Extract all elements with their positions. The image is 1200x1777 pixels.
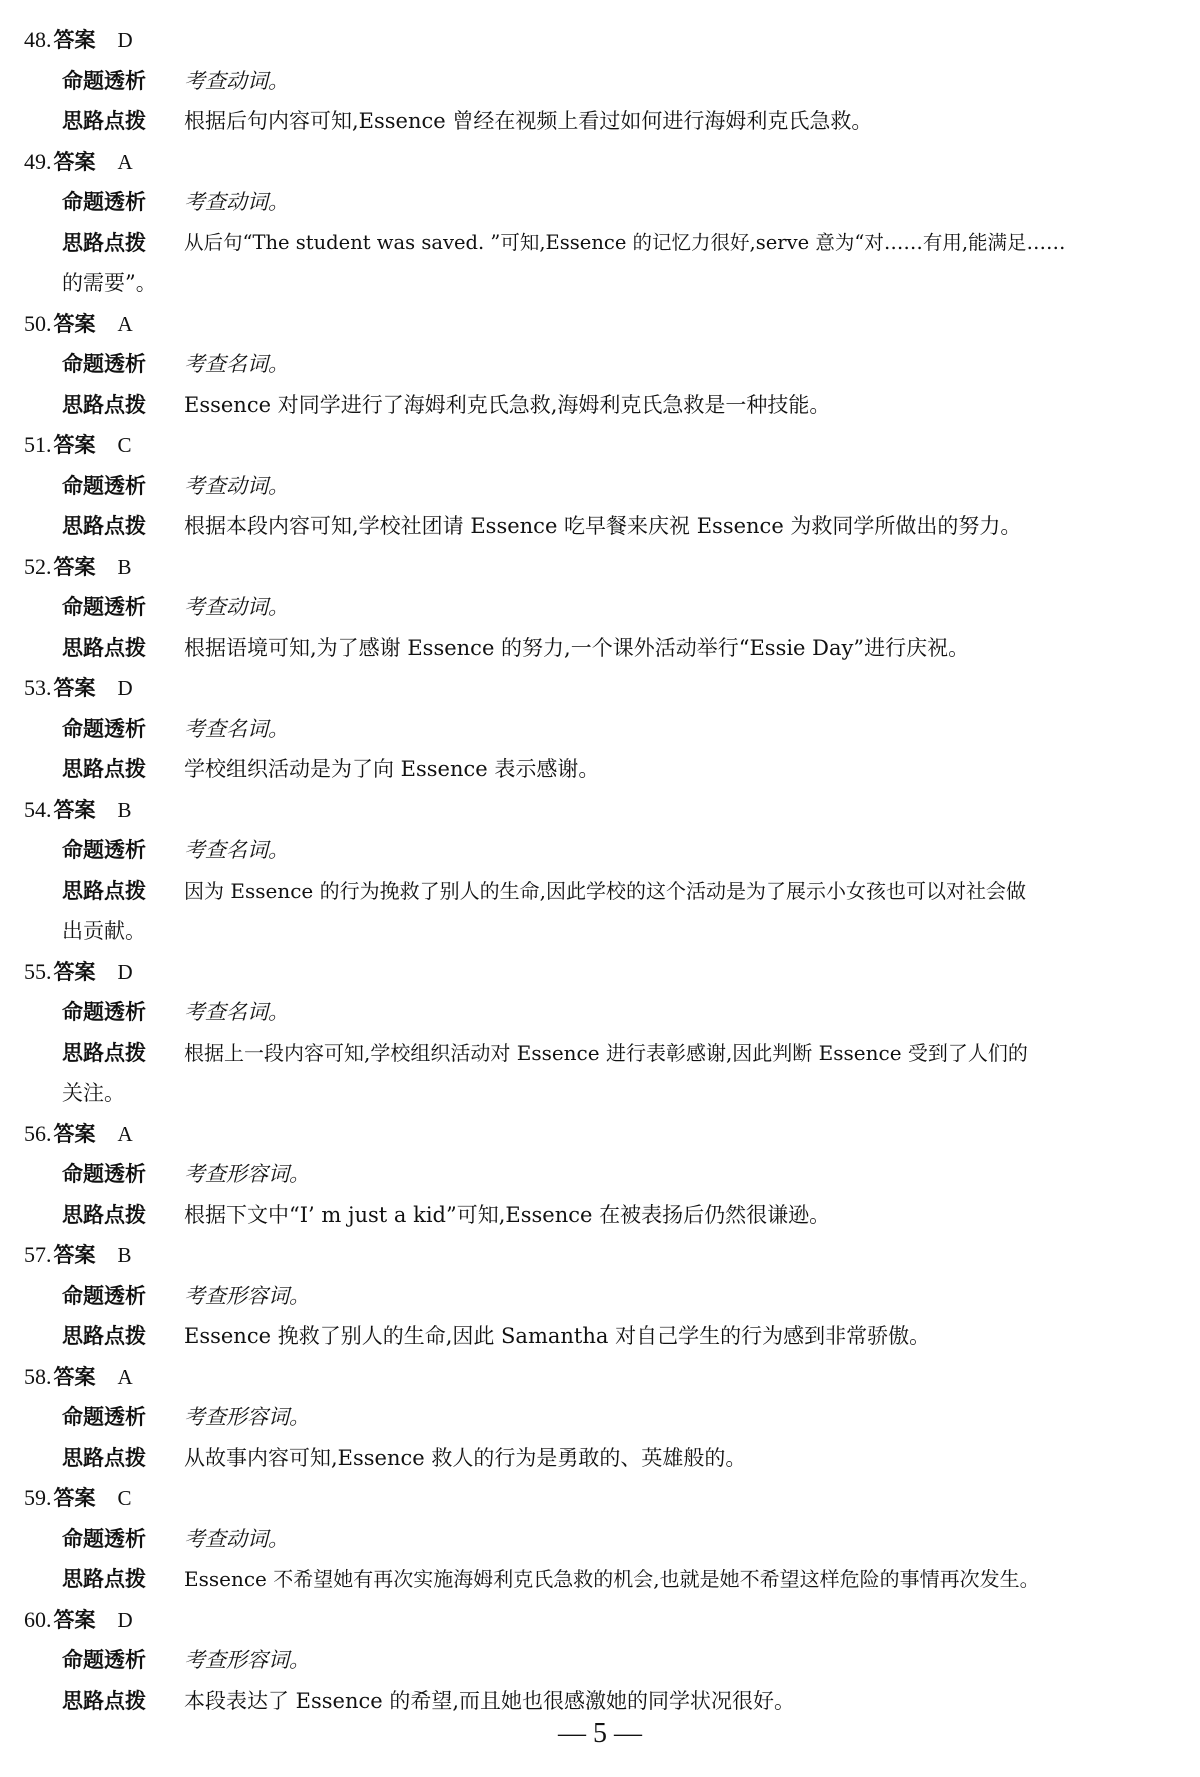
- analysis-text: 考查形容词。: [184, 1405, 310, 1429]
- hint-label: 思路点拨: [62, 878, 146, 903]
- analysis-text: 考查名词。: [184, 838, 289, 862]
- hint-row: [24, 749, 1184, 790]
- hint-text: Essence 对同学进行了海姆利克氏急救,海姆利克氏急救是一种技能。: [184, 392, 831, 417]
- answer-item-60: [24, 1600, 1184, 1722]
- answer-header: [24, 142, 1184, 183]
- analysis-text: 考查形容词。: [184, 1648, 310, 1672]
- answer-label: 答案: [53, 1243, 96, 1267]
- answer-header: [24, 790, 1184, 831]
- answer-value: B: [117, 554, 132, 579]
- analysis-label: 命题透析: [62, 473, 146, 498]
- analysis-row: [24, 1519, 1184, 1560]
- hint-text: Essence 挽救了别人的生命,因此 Samantha 对自己学生的行为感到非常骄傲。: [184, 1324, 931, 1348]
- answer-value: D: [117, 959, 133, 984]
- answer-label: 答案: [53, 433, 96, 457]
- hint-label: 思路点拨: [62, 109, 146, 133]
- answer-value: C: [117, 433, 132, 457]
- question-number: 55.: [24, 958, 52, 984]
- answer-value: B: [117, 1243, 132, 1267]
- question-number: 53.: [24, 675, 52, 700]
- answer-value: D: [117, 1607, 133, 1632]
- analysis-label: 命题透析: [62, 838, 146, 862]
- answer-item-53: [24, 668, 1184, 790]
- analysis-text: 考查名词。: [184, 1000, 289, 1024]
- question-number: 50.: [24, 310, 52, 336]
- answer-header: [24, 1478, 1184, 1519]
- analysis-label: 命题透析: [62, 1283, 146, 1308]
- hint-label: 思路点拨: [62, 1324, 146, 1348]
- analysis-label: 命题透析: [62, 1648, 146, 1672]
- analysis-row: [24, 466, 1184, 507]
- analysis-label: 命题透析: [62, 1000, 146, 1024]
- analysis-label: 命题透析: [62, 1405, 146, 1429]
- analysis-label: 命题透析: [62, 1526, 146, 1551]
- analysis-text: 考查名词。: [184, 352, 289, 376]
- question-number: 60.: [24, 1606, 52, 1632]
- hint-row: [24, 1438, 1184, 1479]
- analysis-text: 考查动词。: [184, 68, 289, 93]
- question-number: 58.: [24, 1363, 52, 1389]
- answer-header: [24, 547, 1184, 588]
- hint-continuation: 关注。: [62, 1081, 125, 1105]
- answer-item-48: [24, 20, 1184, 142]
- answer-item-54: [24, 790, 1184, 952]
- answer-label: 答案: [53, 554, 96, 579]
- hint-continuation: 出贡献。: [62, 919, 146, 943]
- hint-text: 根据下文中“I’ m just a kid”可知,Essence 在被表扬后仍然很谦逊。: [184, 1202, 831, 1227]
- hint-text: 本段表达了 Essence 的希望,而且她也很感激她的同学状况很好。: [184, 1688, 796, 1713]
- answer-item-59: [24, 1478, 1184, 1600]
- page-number: — 5 —: [558, 1718, 642, 1749]
- answer-item-50: [24, 304, 1184, 426]
- question-number: 52.: [24, 553, 52, 579]
- hint-row: [24, 628, 1184, 669]
- analysis-text: 考查动词。: [184, 1526, 289, 1551]
- answer-item-56: [24, 1114, 1184, 1236]
- question-number: 49.: [24, 148, 52, 174]
- question-number: 59.: [24, 1485, 52, 1510]
- answer-item-55: [24, 952, 1184, 1114]
- analysis-label: 命题透析: [62, 595, 146, 619]
- answer-value: A: [117, 1364, 133, 1389]
- hint-row: [24, 223, 1184, 264]
- answer-item-57: [24, 1235, 1184, 1357]
- answer-label: 答案: [53, 149, 96, 174]
- answer-item-52: [24, 547, 1184, 669]
- answer-value: A: [117, 311, 133, 336]
- answer-header: [24, 1114, 1184, 1155]
- answer-header: [24, 1357, 1184, 1398]
- answer-label: 答案: [53, 797, 96, 822]
- analysis-row: [24, 1154, 1184, 1195]
- answer-value: A: [117, 149, 133, 174]
- answer-header: [24, 1235, 1184, 1276]
- question-number: 48.: [24, 27, 52, 52]
- answer-label: 答案: [53, 1364, 96, 1389]
- analysis-text: 考查动词。: [184, 473, 289, 498]
- answer-value: B: [117, 797, 132, 822]
- hint-continuation: 的需要”。: [62, 271, 157, 295]
- hint-row: [24, 1316, 1184, 1357]
- hint-text: 根据本段内容可知,学校社团请 Essence 吃早餐来庆祝 Essence 为救同学所做出的努力。: [184, 514, 1022, 538]
- answer-header: [24, 20, 1184, 61]
- question-number: 51.: [24, 432, 52, 457]
- analysis-label: 命题透析: [62, 190, 146, 214]
- hint-row: [24, 871, 1184, 912]
- analysis-text: 考查动词。: [184, 190, 289, 214]
- hint-row: [24, 385, 1184, 426]
- answer-key-page: [24, 20, 1184, 1721]
- hint-text: 根据语境可知,为了感谢 Essence 的努力,一个课外活动举行“Essie Day”进行庆祝。: [184, 635, 970, 660]
- answer-label: 答案: [53, 676, 96, 700]
- answer-label: 答案: [53, 1121, 96, 1146]
- answer-label: 答案: [53, 311, 96, 336]
- hint-row: [24, 1195, 1184, 1236]
- answer-label: 答案: [53, 1486, 96, 1510]
- hint-text: 学校组织活动是为了向 Essence 表示感谢。: [184, 757, 600, 781]
- answer-value: A: [117, 1121, 133, 1146]
- hint-row: [24, 506, 1184, 547]
- hint-label: 思路点拨: [62, 514, 146, 538]
- hint-label: 思路点拨: [62, 230, 146, 255]
- analysis-text: 考查形容词。: [184, 1283, 310, 1308]
- analysis-text: 考查名词。: [184, 716, 289, 741]
- hint-label: 思路点拨: [62, 1445, 146, 1470]
- analysis-text: 考查动词。: [184, 595, 289, 619]
- hint-label: 思路点拨: [62, 757, 146, 781]
- analysis-row: [24, 709, 1184, 750]
- hint-label: 思路点拨: [62, 1040, 146, 1065]
- hint-text: Essence 不希望她有再次实施海姆利克氏急救的机会,也就是她不希望这样危险的事情再次发生。: [184, 1567, 1040, 1591]
- answer-value: D: [117, 676, 133, 700]
- answer-item-49: [24, 142, 1184, 304]
- analysis-row: [24, 344, 1184, 385]
- hint-text: 从后句“The student was saved. ”可知,Essence 的记忆力很好,serve 意为“对……有用,能满足……: [184, 230, 1066, 254]
- hint-row: [24, 1033, 1184, 1074]
- answer-header: [24, 425, 1184, 466]
- analysis-label: 命题透析: [62, 68, 146, 93]
- answer-label: 答案: [53, 1607, 96, 1632]
- analysis-label: 命题透析: [62, 716, 146, 741]
- question-number: 57.: [24, 1242, 52, 1267]
- answer-item-58: [24, 1357, 1184, 1479]
- question-number: 54.: [24, 796, 52, 822]
- hint-label: 思路点拨: [62, 1567, 146, 1591]
- hint-text: 从故事内容可知,Essence 救人的行为是勇敢的、英雄般的。: [184, 1445, 747, 1470]
- analysis-row: [24, 1276, 1184, 1317]
- hint-text: 根据后句内容可知,Essence 曾经在视频上看过如何进行海姆利克氏急救。: [184, 109, 873, 133]
- hint-text: 因为 Essence 的行为挽救了别人的生命,因此学校的这个活动是为了展示小女孩也可以对社会做: [184, 878, 1026, 903]
- hint-label: 思路点拨: [62, 1688, 146, 1713]
- analysis-row: [24, 587, 1184, 628]
- analysis-row: [24, 182, 1184, 223]
- question-number: 56.: [24, 1120, 52, 1146]
- answer-label: 答案: [53, 959, 96, 984]
- answer-item-51: [24, 425, 1184, 547]
- hint-row: [24, 101, 1184, 142]
- analysis-row: [24, 61, 1184, 102]
- hint-label: 思路点拨: [62, 1202, 146, 1227]
- hint-label: 思路点拨: [62, 392, 146, 417]
- answer-header: [24, 304, 1184, 345]
- answer-header: [24, 1600, 1184, 1641]
- analysis-label: 命题透析: [62, 352, 146, 376]
- analysis-label: 命题透析: [62, 1162, 146, 1186]
- answer-value: D: [117, 28, 133, 52]
- analysis-row: [24, 1640, 1184, 1681]
- answer-value: C: [117, 1486, 132, 1510]
- answer-header: [24, 668, 1184, 709]
- analysis-text: 考查形容词。: [184, 1162, 310, 1186]
- answer-label: 答案: [53, 28, 96, 52]
- answer-header: [24, 952, 1184, 993]
- analysis-row: [24, 992, 1184, 1033]
- hint-row: [24, 1559, 1184, 1600]
- analysis-row: [24, 1397, 1184, 1438]
- hint-text: 根据上一段内容可知,学校组织活动对 Essence 进行表彰感谢,因此判断 Essence 受到了人们的: [184, 1040, 1028, 1065]
- analysis-row: [24, 830, 1184, 871]
- hint-label: 思路点拨: [62, 635, 146, 660]
